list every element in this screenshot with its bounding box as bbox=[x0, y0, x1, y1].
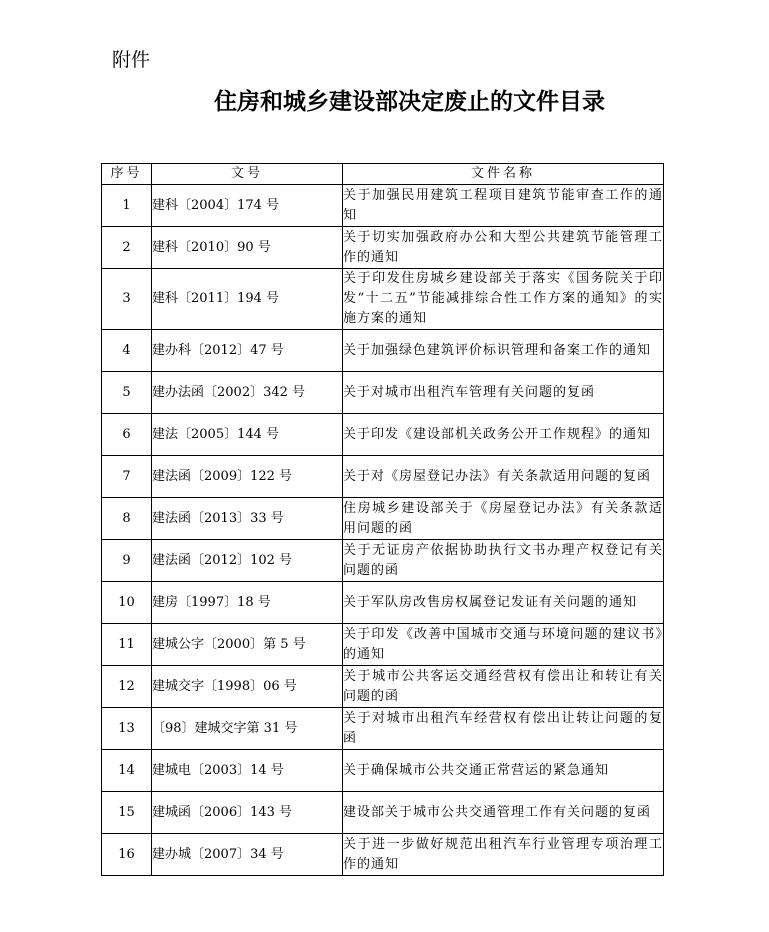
table-row bbox=[102, 185, 664, 227]
row-doc-number: 建科〔2004〕174 号 bbox=[152, 185, 343, 227]
header-seq: 序号 bbox=[102, 164, 152, 185]
row-seq: 16 bbox=[102, 834, 152, 876]
table-row bbox=[102, 834, 664, 876]
row-doc-name: 关于加强绿色建筑评价标识管理和备案工作的通知 bbox=[343, 330, 664, 372]
row-doc-number: 建法〔2005〕144 号 bbox=[152, 414, 343, 456]
row-seq: 6 bbox=[102, 414, 152, 456]
row-doc-name: 关于城市公共客运交通经营权有偿出让和转让有关问题的函 bbox=[343, 666, 664, 708]
row-doc-name: 住房城乡建设部关于《房屋登记办法》有关条款适用问题的函 bbox=[343, 498, 664, 540]
table-row bbox=[102, 750, 664, 792]
table-row bbox=[102, 227, 664, 269]
row-doc-name: 关于无证房产依据协助执行文书办理产权登记有关问题的函 bbox=[343, 540, 664, 582]
row-doc-name: 关于对城市出租汽车经营权有偿出让转让问题的复函 bbox=[343, 708, 664, 750]
row-doc-name: 关于进一步做好规范出租汽车行业管理专项治理工作的通知 bbox=[343, 834, 664, 876]
row-seq: 10 bbox=[102, 582, 152, 624]
document-title: 住房和城乡建设部决定废止的文件目录 bbox=[214, 89, 605, 115]
table-row bbox=[102, 666, 664, 708]
row-doc-name: 建设部关于城市公共交通管理工作有关问题的复函 bbox=[343, 792, 664, 834]
row-doc-name: 关于印发《改善中国城市交通与环境问题的建议书》的通知 bbox=[343, 624, 664, 666]
row-seq: 7 bbox=[102, 456, 152, 498]
row-doc-number: 〔98〕建城交字第 31 号 bbox=[152, 708, 343, 750]
table-row bbox=[102, 582, 664, 624]
row-seq: 11 bbox=[102, 624, 152, 666]
row-doc-number: 建科〔2010〕90 号 bbox=[152, 227, 343, 269]
abolished-documents-table bbox=[101, 163, 664, 876]
header-doc-name: 文件名称 bbox=[343, 164, 664, 185]
table-row bbox=[102, 330, 664, 372]
attachment-label: 附件 bbox=[112, 49, 151, 71]
table-row bbox=[102, 708, 664, 750]
table-row bbox=[102, 792, 664, 834]
table-row bbox=[102, 498, 664, 540]
table-row bbox=[102, 414, 664, 456]
row-doc-name: 关于印发《建设部机关政务公开工作规程》的通知 bbox=[343, 414, 664, 456]
row-doc-number: 建房〔1997〕18 号 bbox=[152, 582, 343, 624]
row-doc-number: 建法函〔2012〕102 号 bbox=[152, 540, 343, 582]
table-row bbox=[102, 372, 664, 414]
table-header-row bbox=[102, 164, 664, 185]
row-doc-name: 关于印发住房城乡建设部关于落实《国务院关于印发“十二五”节能减排综合性工作方案的通知》的实施方案的通知 bbox=[343, 269, 664, 330]
row-seq: 3 bbox=[102, 269, 152, 330]
row-seq: 14 bbox=[102, 750, 152, 792]
header-doc-number: 文号 bbox=[152, 164, 343, 185]
row-seq: 9 bbox=[102, 540, 152, 582]
row-seq: 2 bbox=[102, 227, 152, 269]
row-doc-name: 关于对城市出租汽车管理有关问题的复函 bbox=[343, 372, 664, 414]
row-doc-name: 关于对《房屋登记办法》有关条款适用问题的复函 bbox=[343, 456, 664, 498]
row-doc-number: 建城公字〔2000〕第 5 号 bbox=[152, 624, 343, 666]
table-row bbox=[102, 540, 664, 582]
row-doc-number: 建城交字〔1998〕06 号 bbox=[152, 666, 343, 708]
row-seq: 15 bbox=[102, 792, 152, 834]
row-doc-name: 关于切实加强政府办公和大型公共建筑节能管理工作的通知 bbox=[343, 227, 664, 269]
row-doc-name: 关于确保城市公共交通正常营运的紧急通知 bbox=[343, 750, 664, 792]
row-seq: 13 bbox=[102, 708, 152, 750]
row-seq: 5 bbox=[102, 372, 152, 414]
row-seq: 8 bbox=[102, 498, 152, 540]
row-seq: 4 bbox=[102, 330, 152, 372]
table-row bbox=[102, 456, 664, 498]
table-row bbox=[102, 269, 664, 330]
row-doc-number: 建城函〔2006〕143 号 bbox=[152, 792, 343, 834]
row-seq: 12 bbox=[102, 666, 152, 708]
row-doc-number: 建办城〔2007〕34 号 bbox=[152, 834, 343, 876]
row-doc-number: 建法函〔2009〕122 号 bbox=[152, 456, 343, 498]
row-doc-name: 关于军队房改售房权属登记发证有关问题的通知 bbox=[343, 582, 664, 624]
row-doc-number: 建城电〔2003〕14 号 bbox=[152, 750, 343, 792]
row-doc-number: 建办科〔2012〕47 号 bbox=[152, 330, 343, 372]
row-seq: 1 bbox=[102, 185, 152, 227]
row-doc-number: 建科〔2011〕194 号 bbox=[152, 269, 343, 330]
table-row bbox=[102, 624, 664, 666]
row-doc-number: 建法函〔2013〕33 号 bbox=[152, 498, 343, 540]
row-doc-number: 建办法函〔2002〕342 号 bbox=[152, 372, 343, 414]
row-doc-name: 关于加强民用建筑工程项目建筑节能审查工作的通知 bbox=[343, 185, 664, 227]
